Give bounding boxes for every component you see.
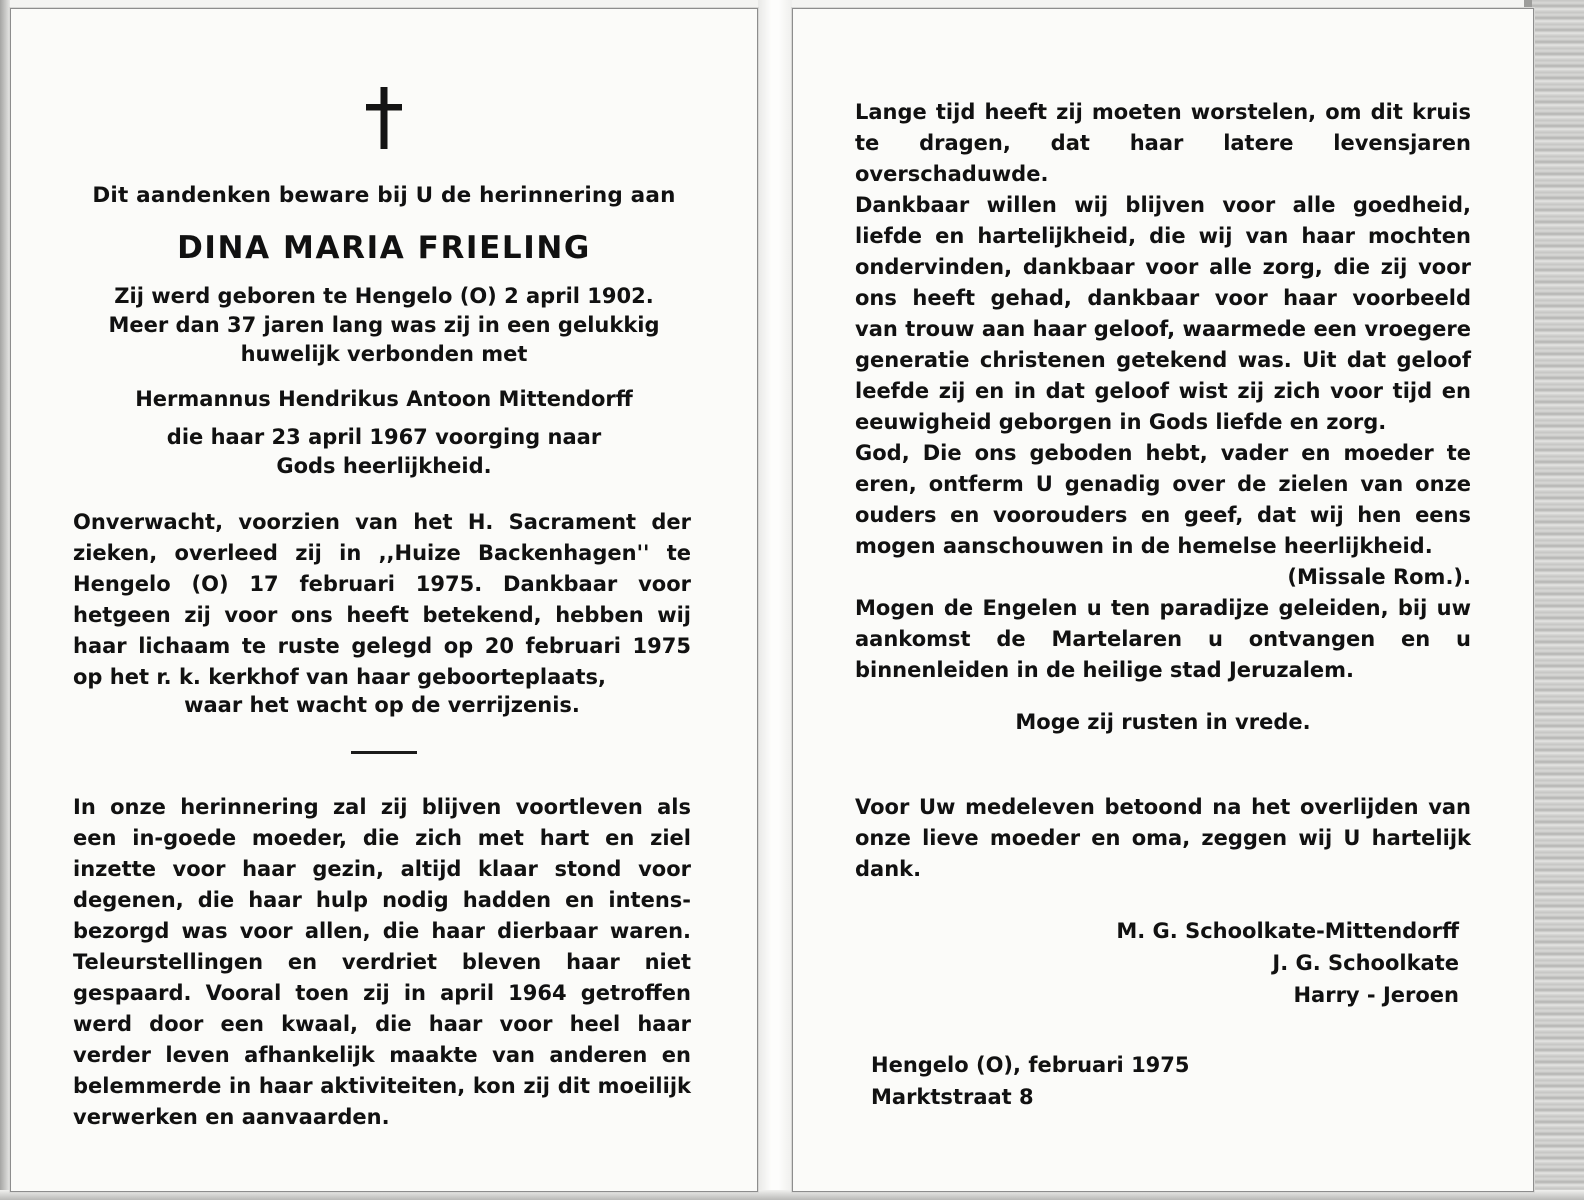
death-paragraph-closing: waar het wacht op de verrijzenis.: [184, 693, 580, 717]
prayer-attribution: (Missale Rom.).: [1287, 565, 1471, 589]
address-block: [871, 1049, 1533, 1113]
struggle-paragraph: Lange tijd heeft zij moeten worstelen, om dit kruis te dragen, dat haar latere levensjaren overschaduwde.: [855, 100, 1471, 186]
birth-line-2: Meer dan 37 jaren lang was zij in een gelukkig: [108, 313, 660, 337]
angels-paragraph: Mogen de Engelen u ten paradijze geleiden, bij uw aankomst de Martelaren u ontvangen en u binnenleiden in de heilige stad Jeruzalem.: [855, 596, 1471, 682]
spouse-name: Hermannus Hendrikus Antoon Mittendorff: [135, 387, 633, 411]
death-paragraph: Onverwacht, voorzien van het H. Sacrament der zieken, overleed zij in ,,Huize Backenhagen'' te Hengelo (O) 17 februari 1975. Dankbaar voor hetgeen zij voor ons heeft betekend, hebben wij haar lichaam te ruste gelegd op 20 februari 1975 op het r. k. kerkhof van haar geboorteplaats,: [73, 510, 691, 689]
signer-3: Harry - Jeroen: [1293, 983, 1459, 1007]
memorial-lead-text: Dit aandenken beware bij U de herinnering aan: [92, 183, 676, 208]
scan-gutter: [758, 0, 792, 1200]
latin-cross-icon: [11, 87, 757, 149]
address-city-date: Hengelo (O), februari 1975: [871, 1053, 1190, 1077]
signer-2: J. G. Schoolkate: [1272, 951, 1459, 975]
section-divider: [351, 751, 417, 754]
prayer-paragraph: God, Die ons geboden hebt, vader en moeder te eren, ontferm U genadig over de zielen van onze ouders en voorouders en geef, dat wij hen eens mogen aanschouwen in de hemelse heerlijkheid.: [855, 441, 1471, 558]
gratitude-paragraph: Dankbaar willen wij blijven voor alle goedheid, liefde en hartelijkheid, die wij van haar mochten ondervinden, dankbaar voor alle zorg, die zij voor ons heeft gehad, dankbaar voor haar voorbeeld van trouw aan haar geloof, waarmede een vroegere generatie christenen getekend was. Uit dat geloof leefde zij en in dat geloof wist zij zich voor tijd en eeuwigheid geborgen in Gods liefde en zorg.: [855, 193, 1471, 434]
remembrance-paragraph: In onze herinnering zal zij blijven voortleven als een in-goede moeder, die zich met hart en ziel inzette voor haar gezin, altijd klaar stond voor degenen, die haar hulp nodig hadden en intens-bezorgd was voor allen, die haar dierbaar waren. Teleurstellingen en verdriet bleven haar niet gespaard. Vooral toen zij in april 1964 getroffen werd door een kwaal, die haar voor heel haar verder leven afhankelijk maakte van anderen en belemmerde in haar aktiviteiten, kon zij dit moeilijk verwerken en aanvaarden.: [73, 795, 691, 1129]
signer-1: M. G. Schoolkate-Mittendorff: [1116, 919, 1459, 943]
memorial-card-page-right: [792, 8, 1534, 1192]
birth-line-3: huwelijk verbonden met: [240, 342, 528, 366]
birth-line-1: Zij werd geboren te Hengelo (O) 2 april 1902.: [114, 284, 654, 308]
thanks-paragraph: Voor Uw medeleven betoond na het overlijden van onze lieve moeder en oma, zeggen wij U hartelijk dank.: [855, 795, 1471, 881]
spouse-sub-line-1: die haar 23 april 1967 voorging naar: [166, 425, 602, 449]
deceased-name: DINA MARIA FRIELING: [177, 230, 591, 266]
spouse-sub-line-2: Gods heerlijkheid.: [276, 454, 492, 478]
rest-in-peace-line: Moge zij rusten in vrede.: [1015, 710, 1311, 734]
memorial-card-page-left: [10, 8, 758, 1192]
scan-edge-left: [0, 0, 10, 1200]
signers-list: [793, 915, 1459, 1011]
address-street: Marktstraat 8: [871, 1085, 1034, 1109]
